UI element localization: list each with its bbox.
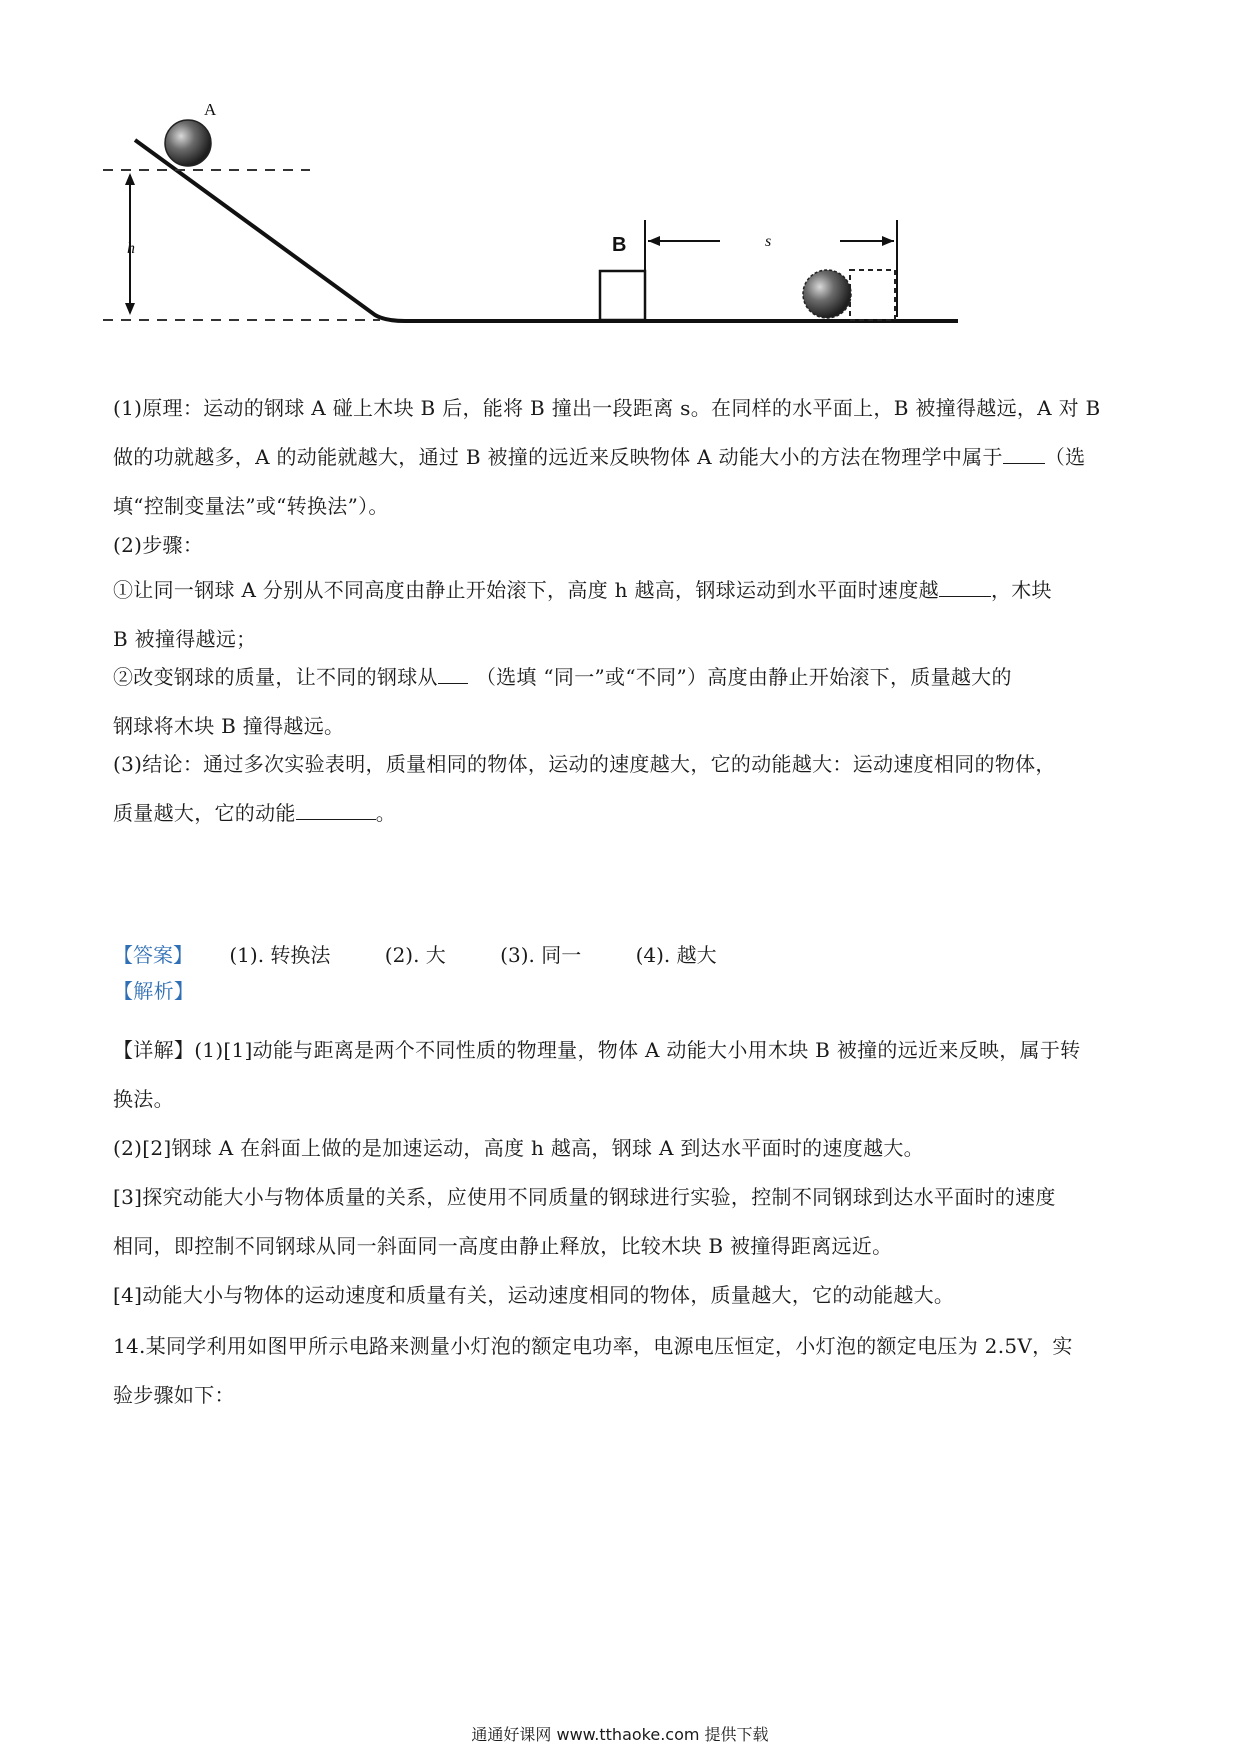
detail-tag: 【详解】: [113, 1038, 195, 1062]
step-2-line-2: 钢球将木块 B 撞得越远。: [113, 714, 345, 738]
detail-line-2: 换法。: [113, 1087, 174, 1111]
detail-section: [113, 1026, 1128, 1320]
ball-a: [165, 120, 211, 166]
answer-item-4: (4). 越大: [635, 943, 717, 967]
principle-line-2: 做的功就越多，A 的动能就越大，通过 B 被撞的远近来反映物体 A 动能大小的方法在物理学中属于 （选: [113, 433, 1128, 482]
analysis-tag: 【解析】: [113, 979, 195, 1003]
blank-1: [1003, 441, 1045, 464]
step-1-line-2: B 被撞得越远；: [113, 627, 257, 651]
conclusion-line-2: 质量越大，它的动能 。: [113, 789, 1128, 838]
step-2: [113, 653, 1128, 751]
question-14: [113, 1322, 1128, 1420]
label-b: B: [612, 234, 627, 256]
detail-line-6: [4]动能大小与物体的运动速度和质量有关，运动速度相同的物体，质量越大，它的动能越大。: [113, 1283, 955, 1307]
block-b: [600, 271, 645, 320]
principle-line-1: (1)原理：运动的钢球 A 碰上木块 B 后，能将 B 撞出一段距离 s。在同样的水平面上，B 被撞得越远，A 对 B: [113, 396, 1101, 420]
conclusion-line-1: (3)结论：通过多次实验表明，质量相同的物体，运动的速度越大，它的动能越大：运动速度相同的物体，: [113, 752, 1056, 776]
detail-line-3: (2)[2]钢球 A 在斜面上做的是加速运动，高度 h 越高，钢球 A 到达水平面时的速度越大。: [113, 1136, 924, 1160]
blank-2: [939, 574, 991, 597]
analysis-row: [113, 976, 1128, 1006]
answer-item-2: (2). 大: [384, 943, 446, 967]
blank-3: [438, 661, 468, 684]
label-s: s: [765, 233, 772, 250]
principle-line-3: 填“控制变量法”或“转换法”）。: [113, 494, 389, 518]
step-1-line-1: ①让同一钢球 A 分别从不同高度由静止开始滚下，高度 h 越高，钢球运动到水平面时速度越 ，木块: [113, 566, 1128, 615]
question-14-line-1: 14.某同学利用如图甲所示电路来测量小灯泡的额定电功率，电源电压恒定，小灯泡的额定电压为 2.5V，实: [113, 1334, 1073, 1358]
label-h: h: [127, 240, 135, 257]
step-1: [113, 566, 1128, 664]
answer-tag: 【答案】: [113, 943, 193, 967]
answer-item-3: (3). 同一: [500, 943, 582, 967]
page-footer: 通通好课网 www.tthaoke.com 提供下载: [471, 1725, 769, 1744]
detail-line-4: [3]探究动能大小与物体质量的关系，应使用不同质量的钢球进行实验，控制不同钢球到达水平面时的速度: [113, 1185, 1056, 1209]
answer-row: [113, 940, 765, 970]
principle-paragraph: [113, 384, 1128, 531]
blank-4: [296, 797, 376, 820]
question-14-line-2: 验步骤如下：: [113, 1383, 235, 1407]
steps-title: (2)步骤：: [113, 533, 204, 557]
block-moved-dashed: [850, 270, 895, 320]
detail-line-1: 【详解】(1)[1]动能与距离是两个不同性质的物理量，物体 A 动能大小用木块 B 被撞的远近来反映，属于转: [113, 1038, 1081, 1062]
detail-line-5: 相同，即控制不同钢球从同一斜面同一高度由静止释放，比较木块 B 被撞得距离远近。: [113, 1234, 893, 1258]
answer-item-1: (1). 转换法: [229, 943, 331, 967]
conclusion-paragraph: [113, 740, 1128, 838]
experiment-figure: [100, 95, 1090, 380]
label-a: A: [204, 100, 217, 119]
ball-moved: [803, 270, 851, 318]
step-2-line-1: ②改变钢球的质量，让不同的钢球从 （选填 “同一”或“不同”）高度由静止开始滚下，质量越大的: [113, 653, 1128, 702]
